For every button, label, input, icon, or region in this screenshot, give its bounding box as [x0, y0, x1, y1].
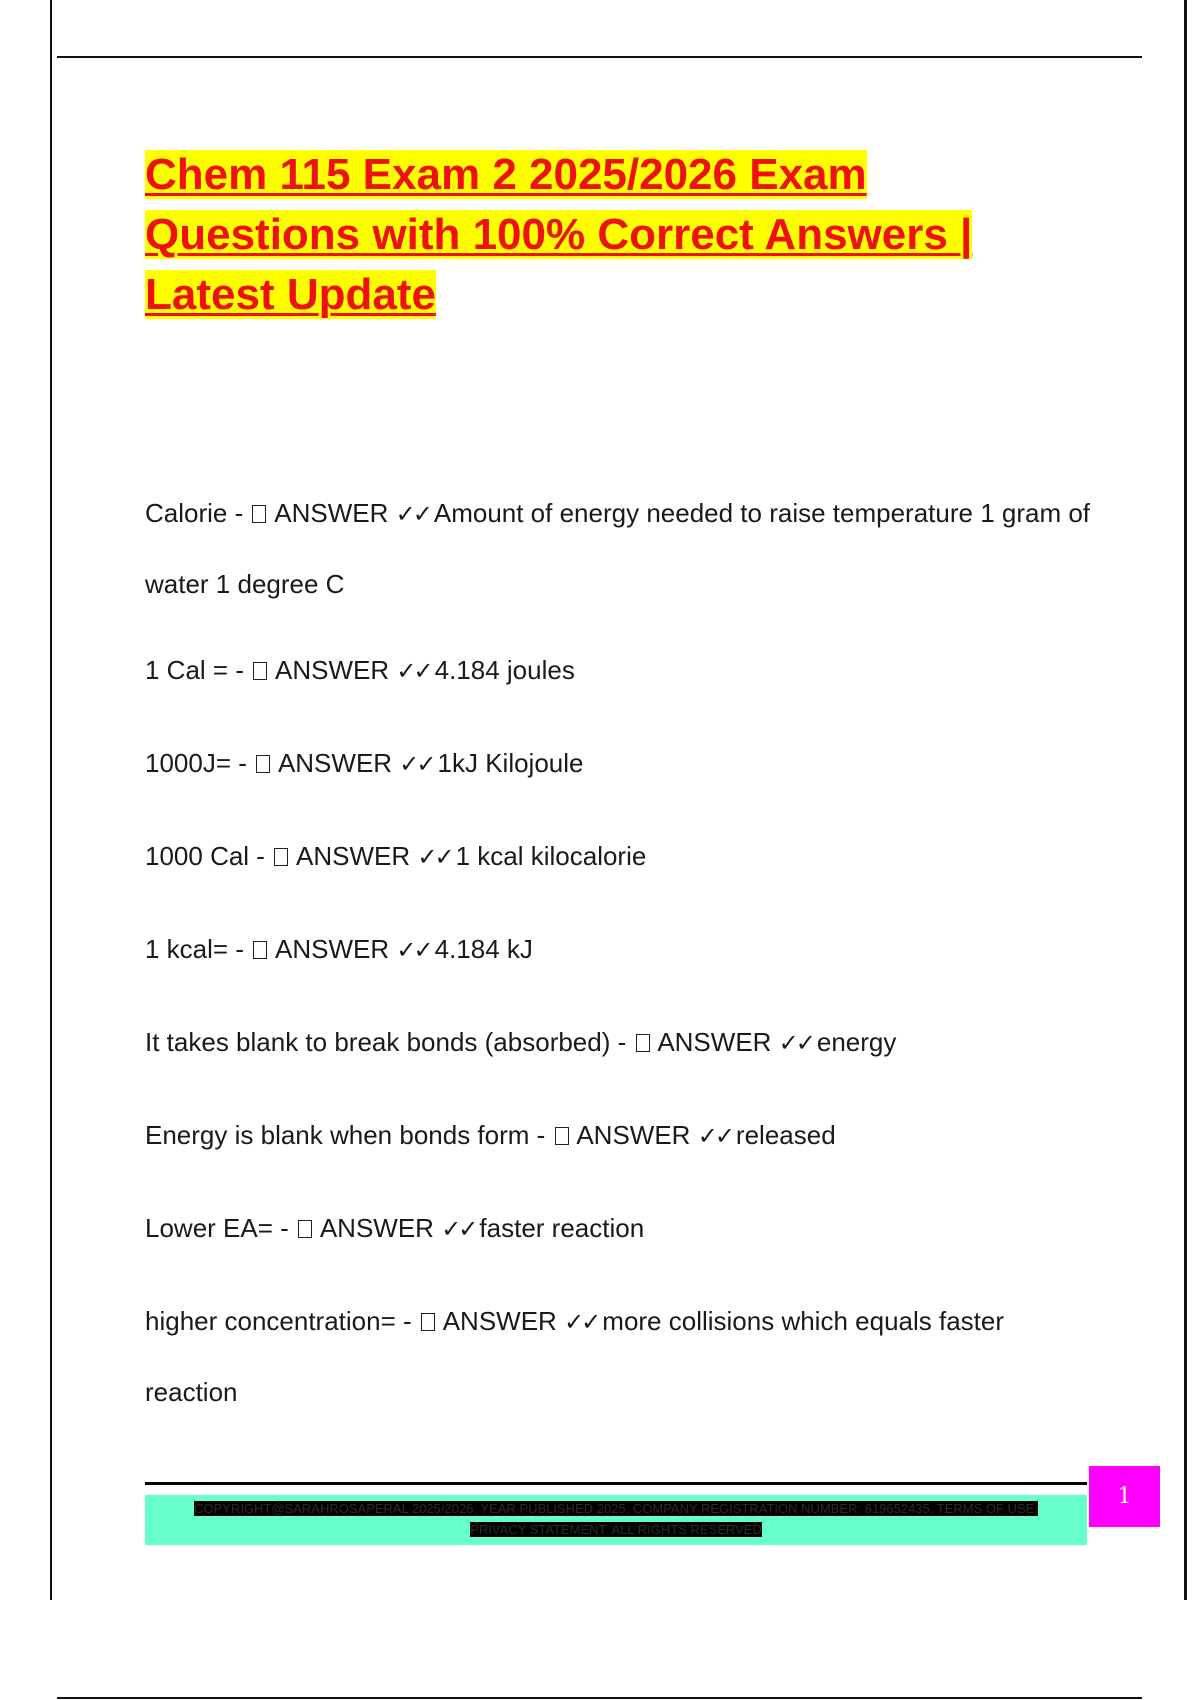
footer-rule	[145, 1482, 1087, 1485]
answer-label: ANSWER	[274, 498, 389, 528]
qa-item	[145, 1100, 1095, 1171]
question-text: It takes blank to break bonds (absorbed) -	[145, 1027, 627, 1057]
question-text: 1000 Cal -	[145, 841, 265, 871]
question-text: Energy is blank when bonds form -	[145, 1120, 546, 1150]
missing-glyph-icon	[252, 505, 266, 523]
qa-item	[145, 914, 1095, 985]
qa-item	[145, 635, 1095, 706]
answer-label: ANSWER	[319, 1213, 434, 1243]
document-title	[145, 145, 1085, 325]
missing-glyph-icon	[555, 1127, 569, 1145]
double-check-icon: ✓✓	[399, 750, 434, 778]
missing-glyph-icon	[421, 1313, 435, 1331]
question-text: higher concentration= -	[145, 1306, 412, 1336]
qa-item	[145, 1007, 1095, 1078]
double-check-icon: ✓✓	[697, 1122, 732, 1150]
answer-label: ANSWER	[277, 748, 393, 778]
page-number-badge: 1	[1089, 1466, 1160, 1527]
double-check-icon: ✓✓	[395, 500, 430, 528]
answer-text: faster reaction	[479, 1213, 645, 1243]
qa-item	[145, 1193, 1095, 1264]
document-title-text: Chem 115 Exam 2 2025/2026 Exam Questions with 100% Correct Answers | Latest Update	[145, 150, 973, 319]
missing-glyph-icon	[253, 941, 267, 959]
double-check-icon: ✓✓	[564, 1308, 599, 1336]
answer-text: 4.184 joules	[434, 655, 575, 685]
answer-label: ANSWER	[275, 655, 390, 685]
header-rule	[57, 56, 1142, 58]
answer-text: 4.184 kJ	[434, 934, 533, 964]
question-text: 1000J= -	[145, 748, 247, 778]
answer-text: 1 kcal kilocalorie	[455, 841, 647, 871]
answer-label: ANSWER	[657, 1027, 772, 1057]
answer-label: ANSWER	[576, 1120, 691, 1150]
double-check-icon: ✓✓	[396, 936, 431, 964]
page-border-left	[50, 0, 52, 1600]
answer-text: 1kJ Kilojoule	[437, 748, 584, 778]
copyright-line-1: COPYRIGHT@SARAHROSAPERAL 2025/2026. YEAR PUBLISHED 2025. COMPANY REGISTRATION NUMBER: 619652435. TERMS OF USE.	[194, 1501, 1038, 1516]
missing-glyph-icon	[256, 755, 270, 773]
double-check-icon: ✓✓	[417, 843, 452, 871]
missing-glyph-icon	[636, 1034, 650, 1052]
qa-item	[145, 728, 1095, 799]
answer-text: energy	[816, 1027, 897, 1057]
double-check-icon: ✓✓	[441, 1215, 476, 1243]
double-check-icon: ✓✓	[396, 657, 431, 685]
question-text: 1 kcal= -	[145, 934, 244, 964]
qa-item	[145, 478, 1095, 619]
question-text: Calorie -	[145, 498, 244, 528]
double-check-icon: ✓✓	[778, 1029, 813, 1057]
missing-glyph-icon	[253, 662, 267, 680]
answer-text: released	[735, 1120, 836, 1150]
question-text: 1 Cal = -	[145, 655, 244, 685]
qa-list	[145, 478, 1095, 1449]
answer-label: ANSWER	[275, 934, 390, 964]
qa-item	[145, 1286, 1095, 1427]
page-border-right	[1184, 0, 1187, 1600]
answer-text: more collisions which equals faster reaction	[145, 1306, 1005, 1407]
copyright-line-2: PRIVACY STATEMENT. ALL RIGHTS RESERVED	[470, 1522, 762, 1537]
question-text: Lower EA= -	[145, 1213, 289, 1243]
next-page-rule	[57, 1697, 1142, 1699]
answer-label: ANSWER	[296, 841, 411, 871]
missing-glyph-icon	[274, 848, 288, 866]
qa-item	[145, 821, 1095, 892]
answer-text: Amount of energy needed to raise temperature 1 gram of water 1 degree C	[145, 498, 1091, 599]
missing-glyph-icon	[298, 1220, 312, 1238]
answer-label: ANSWER	[442, 1306, 557, 1336]
copyright-footer	[145, 1495, 1087, 1545]
